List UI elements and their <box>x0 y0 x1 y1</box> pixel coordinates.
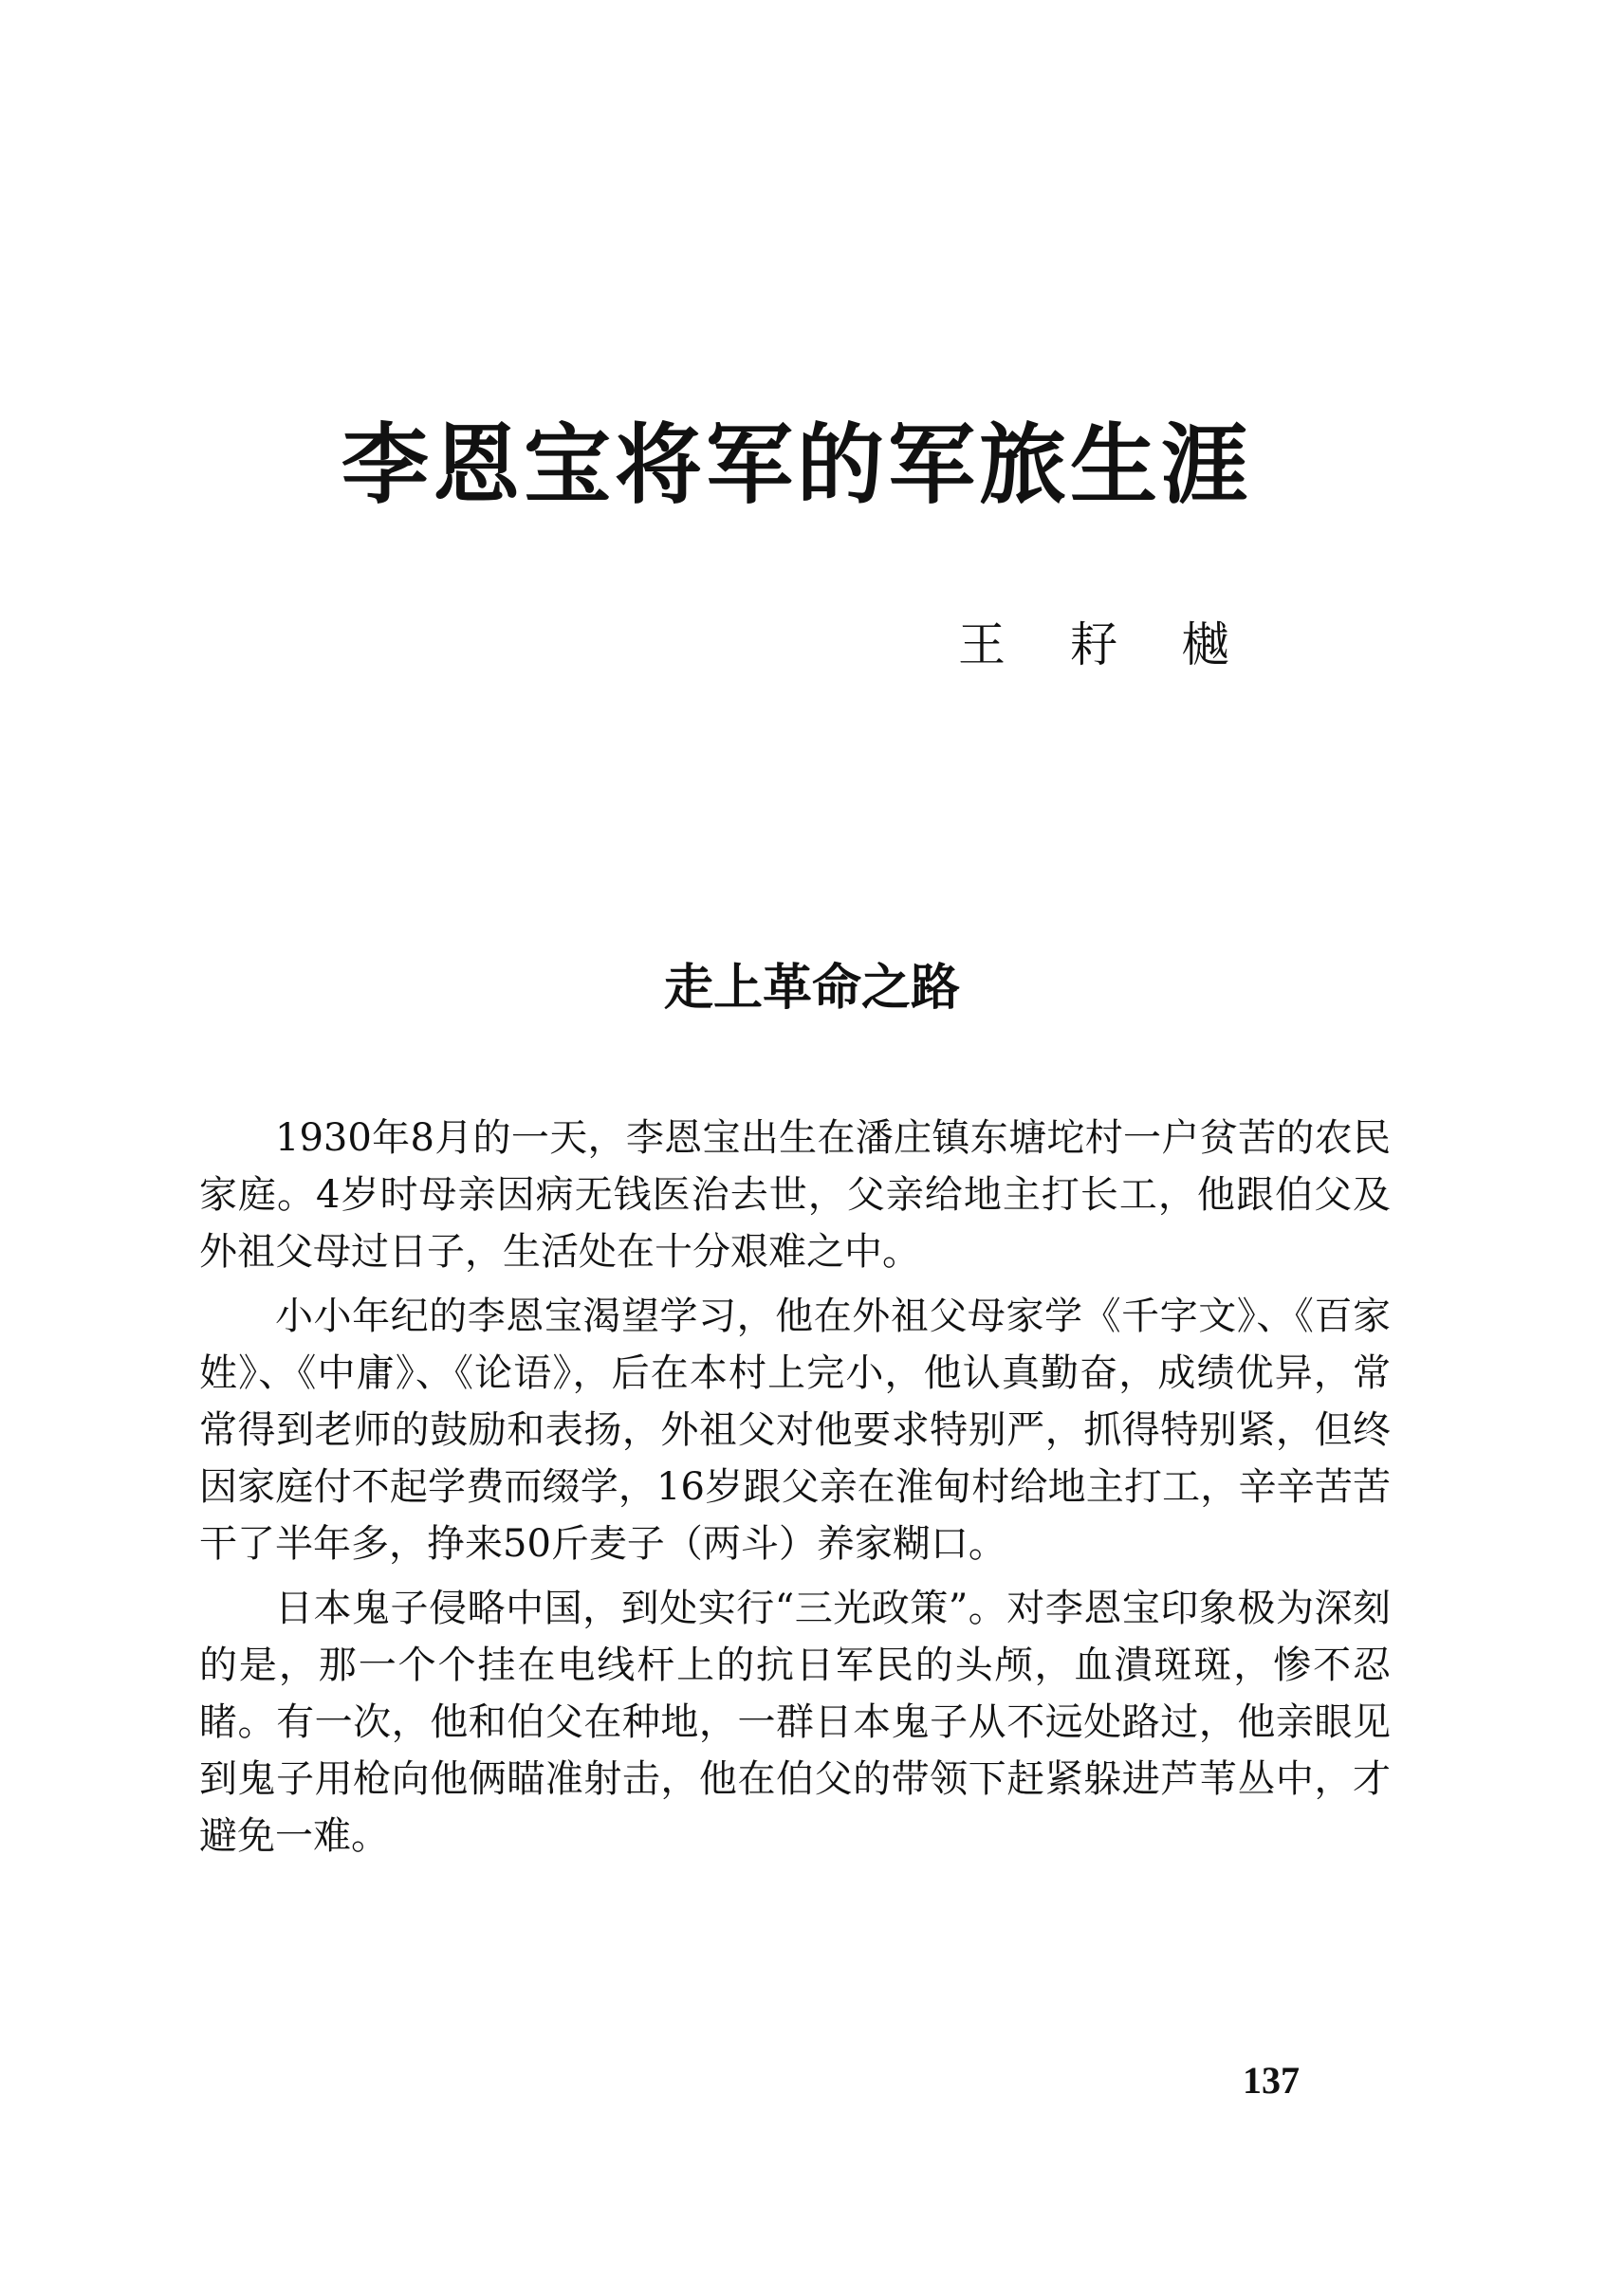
article-title: 李恩宝将军的军旅生涯 <box>341 413 1253 516</box>
page-number: 137 <box>1243 2059 1300 2102</box>
body-text <box>199 1110 1391 1872</box>
author-name: 王 耔 樾 <box>958 617 1254 672</box>
paragraph: 小小年纪的李恩宝渴望学习，他在外祖父母家学《千字文》、《百家姓》、《中庸》、《论语》，后在本村上完小，他认真勤奋，成绩优异，常常得到老师的鼓励和表扬，外祖父对他要求特别严，抓得特别紧，但终因家庭付不起学费而缀学，16岁跟父亲在淮甸村给地主打工，辛辛苦苦干了半年多，挣来50斤麦子（两斗）养家糊口。 <box>199 1295 1391 1566</box>
section-heading: 走上革命之路 <box>663 960 960 1017</box>
paragraph: 日本鬼子侵略中国，到处实行“三光政策”。对李恩宝印象极为深刻的是，那一个个挂在电线杆上的抗日军民的头颅，血潰斑斑，惨不忍睹。有一次，他和伯父在种地，一群日本鬼子从不远处路过，他亲眼见到鬼子用枪向他俩瞄准射击，他在伯父的带领下赶紧躲进芦苇丛中，才避免一难。 <box>199 1587 1391 1858</box>
paragraph: 1930年8月的一天，李恩宝出生在潘庄镇东塘坨村一户贫苦的农民家庭。4岁时母亲因病无钱医治去世，父亲给地主打长工，他跟伯父及外祖父母过日子，生活处在十分艰难之中。 <box>199 1116 1391 1274</box>
